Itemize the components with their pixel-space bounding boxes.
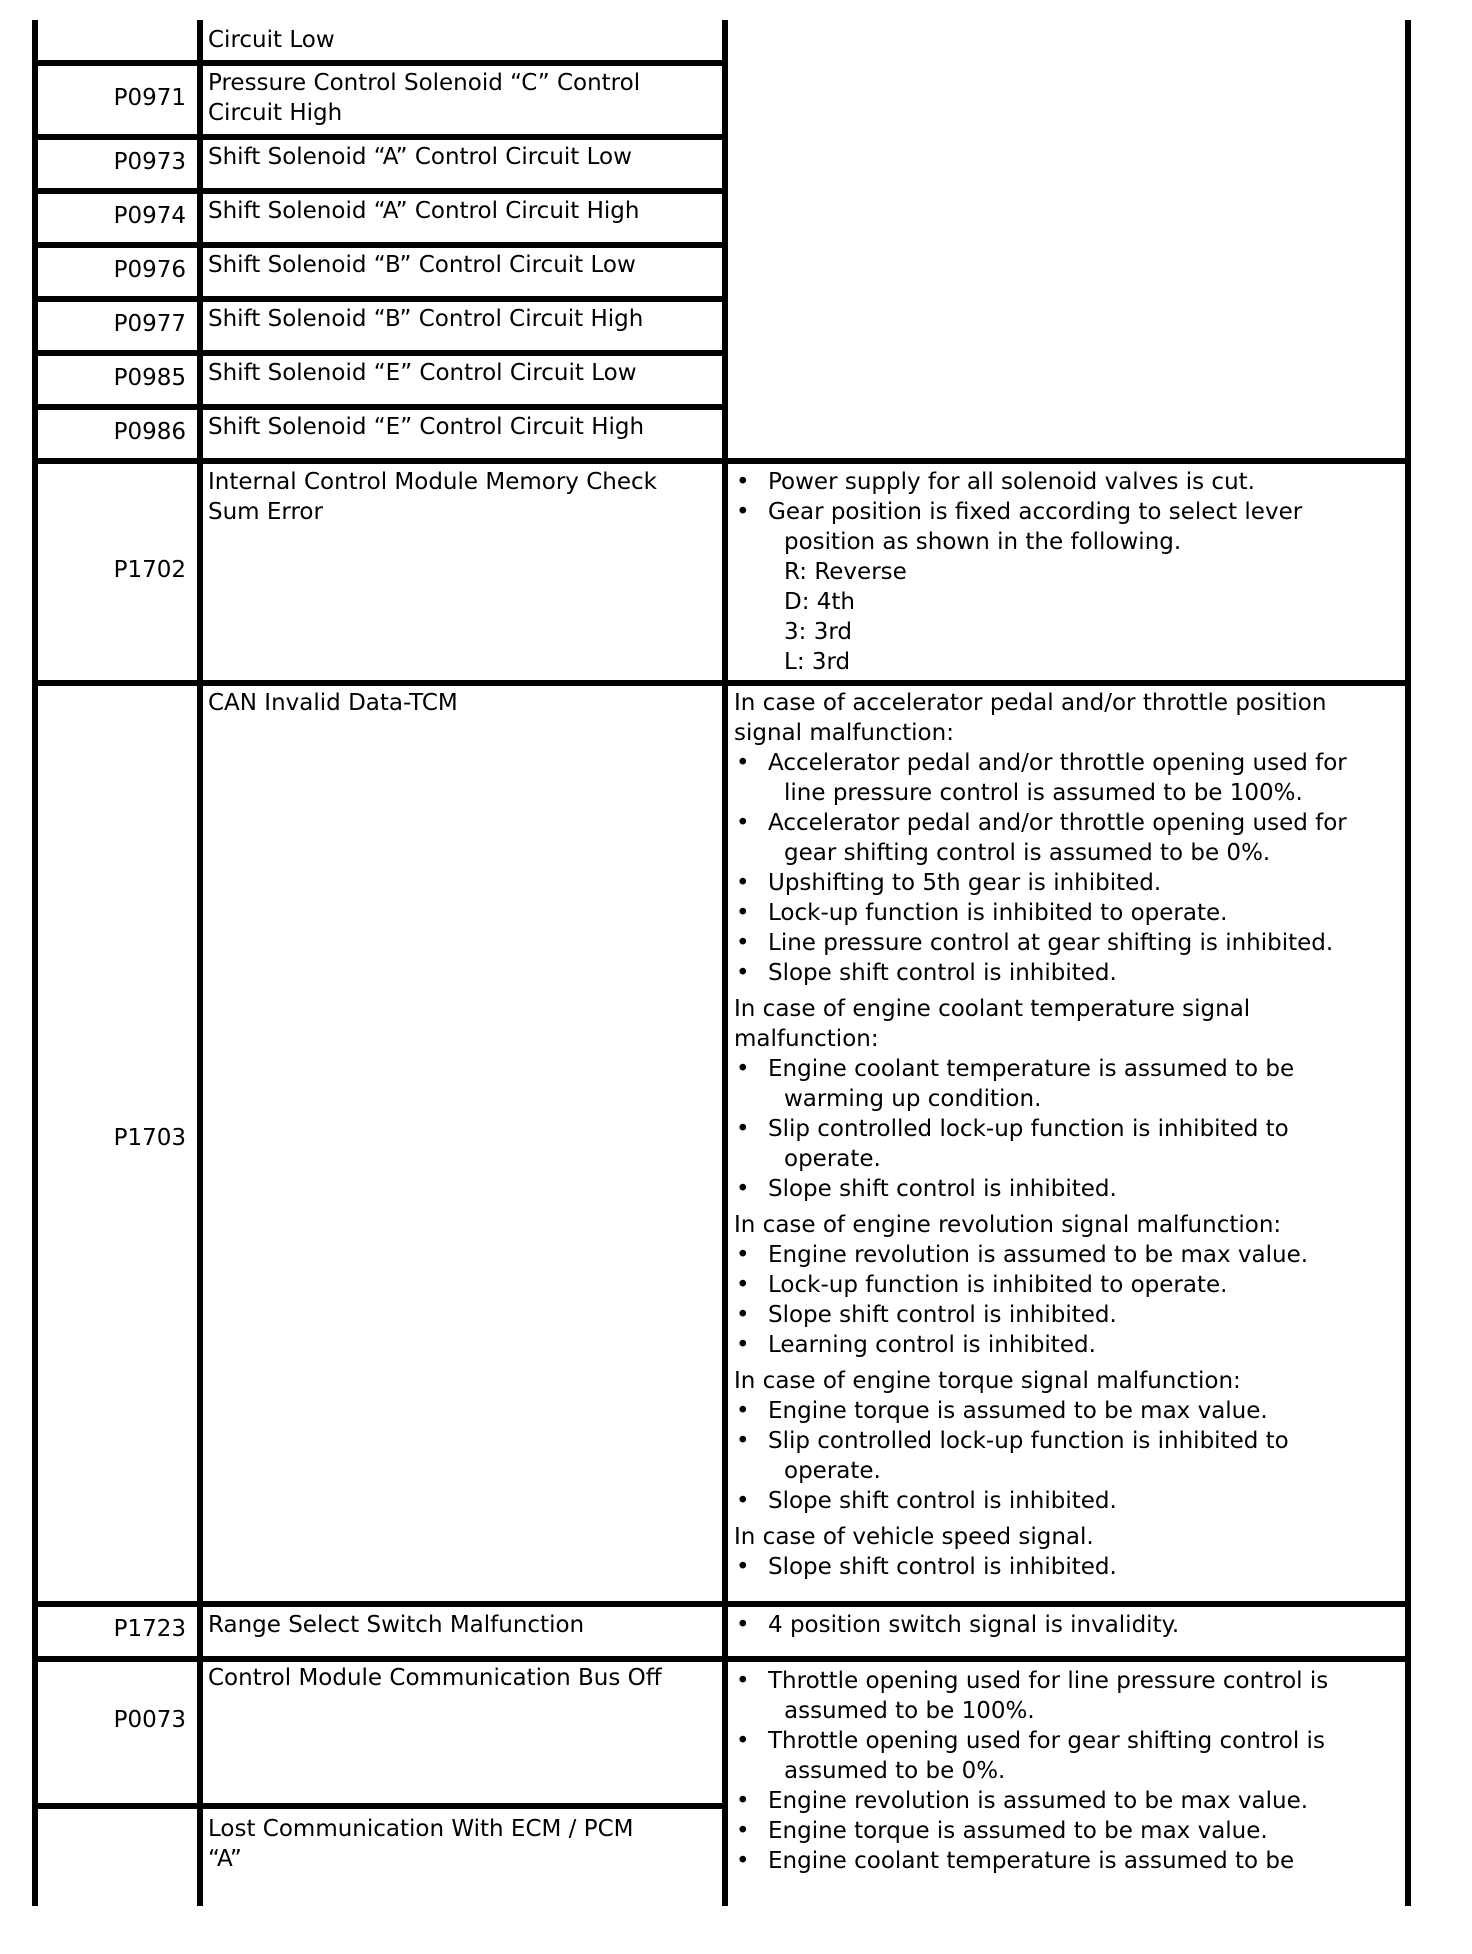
bullet-text (768, 1300, 1404, 1330)
dtc-code: P0971 (113, 85, 186, 111)
bullet-line-continued: warming up condition. (784, 1086, 1042, 1112)
bullet-icon: • (736, 810, 750, 836)
group-heading: In case of engine torque signal malfunction: (734, 1368, 1241, 1394)
description-text: Circuit Low (208, 27, 335, 53)
row-border (32, 188, 728, 194)
bullet-text (768, 1726, 1404, 1786)
description-text: Shift Solenoid “B” Control Circuit High (208, 306, 644, 332)
bullet-line: Engine coolant temperature is assumed to be (768, 1848, 1295, 1874)
dtc-code: P0973 (113, 149, 186, 175)
bullet-text (768, 1666, 1404, 1726)
bullet-text (768, 1174, 1404, 1204)
gear-position-item: 3: 3rd (784, 619, 852, 645)
bullet-text (768, 1240, 1404, 1270)
bullet-icon: • (736, 1488, 750, 1514)
bullet-item (734, 1846, 1404, 1876)
bullet-icon: • (736, 1428, 750, 1454)
group-heading: In case of accelerator pedal and/or throttle position (734, 690, 1327, 716)
bullet-text (768, 1816, 1404, 1846)
description-text: Shift Solenoid “A” Control Circuit High (208, 198, 640, 224)
bullet-icon: • (736, 1242, 750, 1268)
row-border (32, 242, 728, 248)
fail-safe-group (734, 994, 1404, 1204)
bullet-text (768, 497, 1404, 557)
bullet-item (734, 1300, 1404, 1330)
bullet-line: Accelerator pedal and/or throttle opening used for (768, 750, 1347, 776)
bullet-line: Engine torque is assumed to be max value. (768, 1818, 1268, 1844)
dtc-code: P1702 (113, 557, 186, 583)
row-border (32, 404, 728, 410)
bullet-line: Slip controlled lock-up function is inhibited to (768, 1116, 1289, 1142)
bullet-item (734, 898, 1404, 928)
bullet-line: Engine revolution is assumed to be max value. (768, 1242, 1309, 1268)
description-cell (208, 1814, 718, 1874)
description-line: “A” (208, 1846, 242, 1872)
bullet-item (734, 497, 1404, 557)
row-border (32, 458, 1411, 464)
bullet-line-continued: operate. (784, 1458, 881, 1484)
bullet-icon: • (736, 1848, 750, 1874)
bullet-item (734, 1330, 1404, 1360)
bullet-icon: • (736, 960, 750, 986)
group-heading: signal malfunction: (734, 720, 954, 746)
dtc-code: P0977 (113, 311, 186, 337)
description-text: Shift Solenoid “E” Control Circuit Low (208, 360, 637, 386)
fail-safe-cell-shared (734, 1666, 1404, 1876)
bullet-text (768, 1486, 1404, 1516)
bullet-item (734, 1610, 1404, 1640)
bullet-line: Lock-up function is inhibited to operate. (768, 1272, 1228, 1298)
bullet-icon: • (736, 1332, 750, 1358)
bullet-icon: • (736, 469, 750, 495)
bullet-text (768, 748, 1404, 808)
description-cell (208, 25, 718, 55)
bullet-item (734, 868, 1404, 898)
fail-safe-group (734, 1210, 1404, 1360)
bullet-item (734, 1426, 1404, 1486)
description-text: Range Select Switch Malfunction (208, 1612, 585, 1638)
bullet-line-continued: line pressure control is assumed to be 100%. (784, 780, 1303, 806)
bullet-icon: • (736, 1116, 750, 1142)
bullet-line: Slope shift control is inhibited. (768, 1554, 1117, 1580)
description-text: Control Module Communication Bus Off (208, 1665, 662, 1691)
bullet-item (734, 1396, 1404, 1426)
group-heading: In case of engine revolution signal malfunction: (734, 1212, 1282, 1238)
row-border (32, 350, 728, 356)
description-line: Lost Communication With ECM / PCM (208, 1816, 634, 1842)
description-cell (208, 467, 718, 527)
gear-position-item: D: 4th (784, 589, 855, 615)
bullet-item (734, 1666, 1404, 1726)
bullet-item (734, 1786, 1404, 1816)
bullet-icon: • (736, 1272, 750, 1298)
dtc-code: P0974 (113, 203, 186, 229)
group-heading: In case of engine coolant temperature signal (734, 996, 1251, 1022)
fail-safe-cell (734, 688, 1404, 1588)
bullet-icon: • (736, 1728, 750, 1754)
bullet-item (734, 1270, 1404, 1300)
bullet-item (734, 748, 1404, 808)
group-heading: In case of vehicle speed signal. (734, 1524, 1094, 1550)
bullet-line-continued: position as shown in the following. (784, 529, 1182, 555)
description-line: Circuit High (208, 100, 343, 126)
bullet-text (768, 958, 1404, 988)
bullet-text (768, 1114, 1404, 1174)
bullet-text (768, 1270, 1404, 1300)
bullet-icon: • (736, 1056, 750, 1082)
bullet-text (768, 1054, 1404, 1114)
fail-safe-group (734, 688, 1404, 988)
bullet-item (734, 928, 1404, 958)
bullet-line-continued: assumed to be 0%. (784, 1758, 1006, 1784)
bullet-icon: • (736, 1612, 750, 1638)
bullet-line: Gear position is fixed according to select lever (768, 499, 1303, 525)
bullet-item (734, 958, 1404, 988)
dtc-code: P0976 (113, 257, 186, 283)
row-border (32, 1803, 728, 1809)
bullet-text (768, 898, 1404, 928)
bullet-item (734, 808, 1404, 868)
bullet-item (734, 1816, 1404, 1846)
fail-safe-cell (734, 467, 1404, 677)
bullet-line: Slope shift control is inhibited. (768, 1488, 1117, 1514)
bullet-line-continued: assumed to be 100%. (784, 1698, 1035, 1724)
bullet-line-continued: operate. (784, 1146, 881, 1172)
bullet-icon: • (736, 900, 750, 926)
fail-safe-group (734, 1522, 1404, 1582)
bullet-icon: • (736, 1788, 750, 1814)
bullet-icon: • (736, 1302, 750, 1328)
bullet-line: Slope shift control is inhibited. (768, 1176, 1117, 1202)
row-border (32, 296, 728, 302)
description-text: CAN Invalid Data-TCM (208, 690, 458, 716)
bullet-line: Learning control is inhibited. (768, 1332, 1096, 1358)
column-divider-code-description (197, 20, 203, 1906)
description-line: Internal Control Module Memory Check (208, 469, 657, 495)
bullet-line: Engine torque is assumed to be max value. (768, 1398, 1268, 1424)
bullet-line: Engine coolant temperature is assumed to be (768, 1056, 1295, 1082)
bullet-line-continued: gear shifting control is assumed to be 0%. (784, 840, 1271, 866)
bullet-icon: • (736, 1554, 750, 1580)
row-border (32, 680, 1411, 686)
description-line: Pressure Control Solenoid “C” Control (208, 70, 641, 96)
bullet-text (768, 1552, 1404, 1582)
table-right-border (1405, 20, 1411, 1906)
bullet-item (734, 467, 1404, 497)
bullet-item (734, 1054, 1404, 1114)
bullet-line: Lock-up function is inhibited to operate. (768, 900, 1228, 926)
bullet-icon: • (736, 870, 750, 896)
bullet-icon: • (736, 750, 750, 776)
bullet-item (734, 1726, 1404, 1786)
bullet-text (768, 1426, 1404, 1486)
bullet-line: Accelerator pedal and/or throttle opening used for (768, 810, 1347, 836)
bullet-text (768, 1786, 1404, 1816)
bullet-item (734, 1552, 1404, 1582)
bullet-line: Throttle opening used for gear shifting control is (768, 1728, 1325, 1754)
bullet-line: Upshifting to 5th gear is inhibited. (768, 870, 1162, 896)
bullet-item (734, 1114, 1404, 1174)
description-text: Shift Solenoid “A” Control Circuit Low (208, 144, 632, 170)
bullet-text: Power supply for all solenoid valves is cut. (768, 469, 1255, 495)
dtc-code: P0073 (113, 1707, 186, 1733)
dtc-code: P1703 (113, 1125, 186, 1151)
dtc-code: P0986 (113, 419, 186, 445)
bullet-line: Engine revolution is assumed to be max value. (768, 1788, 1309, 1814)
dtc-code: P0985 (113, 365, 186, 391)
row-border (32, 134, 728, 140)
fail-safe-group (734, 1366, 1404, 1516)
bullet-text: 4 position switch signal is invalidity. (768, 1612, 1180, 1638)
bullet-item (734, 1240, 1404, 1270)
bullet-line: Slope shift control is inhibited. (768, 960, 1117, 986)
row-border (32, 60, 728, 66)
group-heading: malfunction: (734, 1026, 879, 1052)
description-cell (208, 68, 718, 128)
gear-position-item: L: 3rd (784, 649, 851, 675)
fail-safe-cell (734, 1610, 1404, 1640)
bullet-text (768, 1396, 1404, 1426)
bullet-line: Slip controlled lock-up function is inhibited to (768, 1428, 1289, 1454)
bullet-icon: • (736, 1398, 750, 1424)
bullet-icon: • (736, 499, 750, 525)
bullet-line: Throttle opening used for line pressure control is (768, 1668, 1329, 1694)
bullet-icon: • (736, 1668, 750, 1694)
bullet-icon: • (736, 1176, 750, 1202)
description-text: Shift Solenoid “B” Control Circuit Low (208, 252, 636, 278)
column-divider-description-failsafe (722, 20, 728, 1906)
row-border (32, 1656, 1411, 1662)
bullet-line: Slope shift control is inhibited. (768, 1302, 1117, 1328)
row-border (32, 1601, 1411, 1607)
bullet-line: Line pressure control at gear shifting is inhibited. (768, 930, 1334, 956)
bullet-text (768, 1846, 1404, 1876)
bullet-text (768, 1330, 1404, 1360)
bullet-text (768, 808, 1404, 868)
bullet-item (734, 1174, 1404, 1204)
bullet-text (768, 928, 1404, 958)
bullet-text (768, 868, 1404, 898)
gear-position-item: R: Reverse (784, 559, 907, 585)
description-line: Sum Error (208, 499, 323, 525)
bullet-item (734, 1486, 1404, 1516)
dtc-code: P1723 (113, 1616, 186, 1642)
bullet-icon: • (736, 1818, 750, 1844)
description-text: Shift Solenoid “E” Control Circuit High (208, 414, 645, 440)
bullet-icon: • (736, 930, 750, 956)
